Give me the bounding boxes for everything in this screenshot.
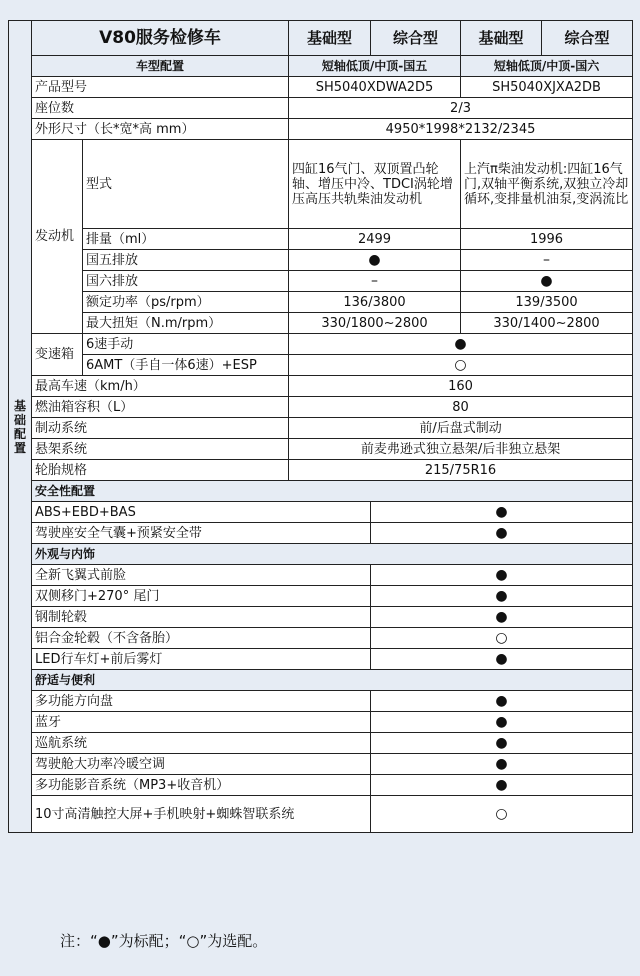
- gearbox-group-label: 变速箱: [32, 334, 83, 376]
- feature-value: ●: [371, 691, 633, 712]
- row-label: 产品型号: [32, 77, 289, 98]
- table-row: [9, 292, 633, 313]
- header-row: [9, 21, 633, 56]
- spec-table-container: [8, 20, 632, 833]
- row-label: 蓝牙: [32, 712, 371, 733]
- row-label: 多功能影音系统（MP3+收音机）: [32, 775, 371, 796]
- table-row: [9, 271, 633, 292]
- table-row: [9, 439, 633, 460]
- row-label: LED行车灯+前后雾灯: [32, 649, 371, 670]
- legend-note: 注：“●”为标配；“○”为选配。: [60, 932, 268, 950]
- feature-value: ●: [371, 586, 633, 607]
- table-row: [9, 586, 633, 607]
- table-row: [9, 460, 633, 481]
- spec-table: [8, 20, 633, 833]
- table-row: [9, 712, 633, 733]
- table-row: [9, 607, 633, 628]
- table-row: [9, 796, 633, 833]
- section-title: 外观与内饰: [32, 544, 633, 565]
- table-row: [9, 523, 633, 544]
- row-label: 全新飞翼式前脸: [32, 565, 371, 586]
- table-row: [9, 649, 633, 670]
- row-label: 国五排放: [83, 250, 289, 271]
- model-g5: SH5040XDWA2D5: [289, 77, 461, 98]
- side-label: 基础配置: [9, 21, 32, 833]
- subheader-label: 车型配置: [32, 56, 289, 77]
- row-label: 制动系统: [32, 418, 289, 439]
- spec-value: 215/75R16: [289, 460, 633, 481]
- header-basic-g6: 基础型: [461, 21, 542, 56]
- feature-value: ○: [371, 796, 633, 833]
- row-label: 铝合金轮毂（不含备胎）: [32, 628, 371, 649]
- row-label: 座位数: [32, 98, 289, 119]
- table-title: V80服务检修车: [32, 21, 289, 56]
- table-row: [9, 418, 633, 439]
- e5-g6: –: [461, 250, 633, 271]
- section-row: [9, 481, 633, 502]
- table-row: [9, 565, 633, 586]
- row-label: 燃油箱容积（L）: [32, 397, 289, 418]
- row-label: 外形尺寸（长*宽*高 mm）: [32, 119, 289, 140]
- row-label: 国六排放: [83, 271, 289, 292]
- row-label: 驾驶舱大功率冷暖空调: [32, 754, 371, 775]
- feature-value: ●: [371, 775, 633, 796]
- section-row: [9, 670, 633, 691]
- row-label: 额定功率（ps/rpm）: [83, 292, 289, 313]
- table-row: [9, 754, 633, 775]
- section-row: [9, 544, 633, 565]
- dims-value: 4950*1998*2132/2345: [289, 119, 633, 140]
- table-row: [9, 98, 633, 119]
- feature-value: ●: [371, 649, 633, 670]
- table-row: [9, 355, 633, 376]
- table-row: [9, 733, 633, 754]
- e5-g5: ●: [289, 250, 461, 271]
- subheader-g5: 短轴低顶/中顶-国五: [289, 56, 461, 77]
- table-row: [9, 502, 633, 523]
- row-label: 巡航系统: [32, 733, 371, 754]
- power-g5: 136/3800: [289, 292, 461, 313]
- table-row: [9, 376, 633, 397]
- header-full-g5: 综合型: [371, 21, 461, 56]
- table-row: [9, 140, 633, 229]
- header-full-g6: 综合型: [542, 21, 633, 56]
- table-row: [9, 397, 633, 418]
- table-row: [9, 250, 633, 271]
- feature-value: ●: [371, 523, 633, 544]
- feature-value: ●: [371, 754, 633, 775]
- row-label: 轮胎规格: [32, 460, 289, 481]
- table-row: [9, 628, 633, 649]
- power-g6: 139/3500: [461, 292, 633, 313]
- row-label: 多功能方向盘: [32, 691, 371, 712]
- disp-g5: 2499: [289, 229, 461, 250]
- engine-group-label: 发动机: [32, 140, 83, 334]
- engine-type-g6: 上汽π柴油发动机:四缸16气门,双轴平衡系统,双独立冷却循环,变排量机油泵,变涡流比: [461, 140, 633, 229]
- table-row: [9, 229, 633, 250]
- seats-value: 2/3: [289, 98, 633, 119]
- table-row: [9, 775, 633, 796]
- subheader-g6: 短轴低顶/中顶-国六: [461, 56, 633, 77]
- spec-value: 前麦弗逊式独立悬架/后非独立悬架: [289, 439, 633, 460]
- row-label: 悬架系统: [32, 439, 289, 460]
- torque-g5: 330/1800~2800: [289, 313, 461, 334]
- spec-value: 80: [289, 397, 633, 418]
- engine-type-g5: 四缸16气门、双顶置凸轮轴、增压中冷、TDCI涡轮增压高压共轨柴油发动机: [289, 140, 461, 229]
- section-title: 舒适与便利: [32, 670, 633, 691]
- row-label: 10寸高清触控大屏+手机映射+蜘蛛智联系统: [32, 796, 371, 833]
- feature-value: ●: [371, 712, 633, 733]
- section-title: 安全性配置: [32, 481, 633, 502]
- row-label: 驾驶座安全气囊+预紧安全带: [32, 523, 371, 544]
- spec-value: 160: [289, 376, 633, 397]
- table-row: [9, 334, 633, 355]
- feature-value: ●: [371, 733, 633, 754]
- e6-g6: ●: [461, 271, 633, 292]
- e6-g5: –: [289, 271, 461, 292]
- row-label: 型式: [83, 140, 289, 229]
- feature-value: ●: [371, 502, 633, 523]
- row-label: 最高车速（km/h）: [32, 376, 289, 397]
- feature-value: ●: [371, 607, 633, 628]
- row-label: 双侧移门+270° 尾门: [32, 586, 371, 607]
- row-label: 排量（ml）: [83, 229, 289, 250]
- table-row: [9, 119, 633, 140]
- table-row: [9, 313, 633, 334]
- feature-value: ○: [371, 628, 633, 649]
- disp-g6: 1996: [461, 229, 633, 250]
- table-row: [9, 691, 633, 712]
- gearbox-manual-value: ●: [289, 334, 633, 355]
- model-g6: SH5040XJXA2DB: [461, 77, 633, 98]
- row-label: 钢制轮毂: [32, 607, 371, 628]
- subheader-row: [9, 56, 633, 77]
- feature-value: ●: [371, 565, 633, 586]
- row-label: 6速手动: [83, 334, 289, 355]
- row-label: 6AMT（手自一体6速）+ESP: [83, 355, 289, 376]
- table-row: [9, 77, 633, 98]
- row-label: ABS+EBD+BAS: [32, 502, 371, 523]
- spec-value: 前/后盘式制动: [289, 418, 633, 439]
- torque-g6: 330/1400~2800: [461, 313, 633, 334]
- header-basic-g5: 基础型: [289, 21, 371, 56]
- row-label: 最大扭矩（N.m/rpm）: [83, 313, 289, 334]
- gearbox-amt-value: ○: [289, 355, 633, 376]
